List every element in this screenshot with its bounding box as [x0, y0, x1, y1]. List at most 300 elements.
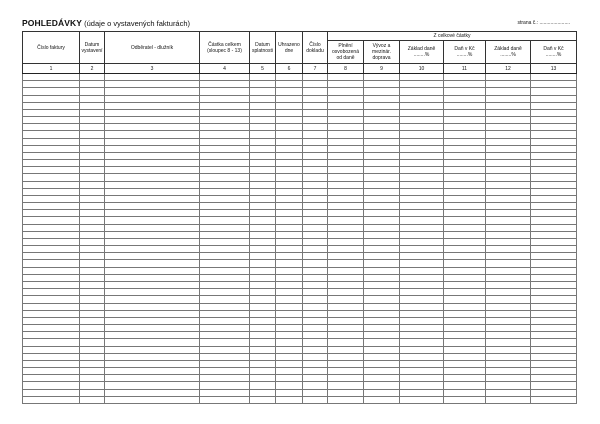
- table-cell[interactable]: [276, 145, 303, 152]
- table-cell[interactable]: [80, 102, 105, 109]
- table-cell[interactable]: [23, 267, 80, 274]
- table-cell[interactable]: [486, 382, 531, 389]
- table-cell[interactable]: [444, 224, 486, 231]
- table-cell[interactable]: [328, 152, 364, 159]
- table-cell[interactable]: [328, 389, 364, 396]
- table-cell[interactable]: [80, 181, 105, 188]
- table-cell[interactable]: [486, 124, 531, 131]
- table-cell[interactable]: [276, 74, 303, 81]
- table-cell[interactable]: [364, 238, 400, 245]
- table-cell[interactable]: [444, 188, 486, 195]
- table-cell[interactable]: [364, 396, 400, 403]
- table-cell[interactable]: [80, 353, 105, 360]
- table-cell[interactable]: [276, 260, 303, 267]
- table-cell[interactable]: [303, 289, 328, 296]
- table-cell[interactable]: [486, 74, 531, 81]
- table-cell[interactable]: [400, 88, 444, 95]
- table-cell[interactable]: [400, 203, 444, 210]
- table-cell[interactable]: [23, 217, 80, 224]
- table-cell[interactable]: [400, 160, 444, 167]
- table-cell[interactable]: [303, 396, 328, 403]
- table-cell[interactable]: [23, 160, 80, 167]
- table-cell[interactable]: [328, 224, 364, 231]
- table-cell[interactable]: [105, 389, 200, 396]
- table-cell[interactable]: [250, 217, 276, 224]
- table-cell[interactable]: [364, 188, 400, 195]
- table-cell[interactable]: [486, 117, 531, 124]
- table-cell[interactable]: [80, 188, 105, 195]
- table-cell[interactable]: [486, 174, 531, 181]
- table-cell[interactable]: [303, 210, 328, 217]
- table-cell[interactable]: [80, 382, 105, 389]
- table-cell[interactable]: [303, 339, 328, 346]
- table-cell[interactable]: [486, 217, 531, 224]
- table-cell[interactable]: [303, 317, 328, 324]
- table-cell[interactable]: [105, 102, 200, 109]
- table-cell[interactable]: [80, 332, 105, 339]
- table-cell[interactable]: [444, 181, 486, 188]
- table-cell[interactable]: [486, 160, 531, 167]
- table-cell[interactable]: [250, 160, 276, 167]
- table-cell[interactable]: [250, 167, 276, 174]
- table-cell[interactable]: [531, 253, 577, 260]
- table-cell[interactable]: [105, 174, 200, 181]
- table-cell[interactable]: [200, 346, 250, 353]
- table-cell[interactable]: [276, 117, 303, 124]
- table-cell[interactable]: [276, 317, 303, 324]
- table-cell[interactable]: [486, 95, 531, 102]
- table-cell[interactable]: [105, 217, 200, 224]
- table-cell[interactable]: [486, 102, 531, 109]
- table-cell[interactable]: [531, 317, 577, 324]
- table-cell[interactable]: [328, 246, 364, 253]
- table-cell[interactable]: [23, 382, 80, 389]
- table-cell[interactable]: [303, 346, 328, 353]
- table-cell[interactable]: [486, 368, 531, 375]
- table-cell[interactable]: [303, 296, 328, 303]
- table-cell[interactable]: [303, 95, 328, 102]
- table-cell[interactable]: [23, 224, 80, 231]
- table-cell[interactable]: [250, 102, 276, 109]
- table-cell[interactable]: [80, 346, 105, 353]
- table-cell[interactable]: [250, 310, 276, 317]
- table-cell[interactable]: [486, 289, 531, 296]
- table-cell[interactable]: [276, 238, 303, 245]
- table-cell[interactable]: [444, 238, 486, 245]
- table-cell[interactable]: [444, 253, 486, 260]
- table-cell[interactable]: [328, 174, 364, 181]
- table-cell[interactable]: [250, 203, 276, 210]
- table-cell[interactable]: [328, 167, 364, 174]
- table-cell[interactable]: [250, 188, 276, 195]
- table-cell[interactable]: [531, 281, 577, 288]
- table-cell[interactable]: [400, 360, 444, 367]
- table-cell[interactable]: [276, 310, 303, 317]
- table-cell[interactable]: [23, 375, 80, 382]
- table-cell[interactable]: [105, 325, 200, 332]
- table-cell[interactable]: [250, 145, 276, 152]
- table-cell[interactable]: [23, 368, 80, 375]
- table-cell[interactable]: [444, 382, 486, 389]
- table-cell[interactable]: [364, 281, 400, 288]
- table-cell[interactable]: [80, 160, 105, 167]
- table-cell[interactable]: [444, 174, 486, 181]
- table-cell[interactable]: [105, 289, 200, 296]
- table-cell[interactable]: [303, 224, 328, 231]
- table-cell[interactable]: [364, 339, 400, 346]
- table-cell[interactable]: [250, 296, 276, 303]
- table-cell[interactable]: [250, 109, 276, 116]
- table-cell[interactable]: [400, 296, 444, 303]
- table-cell[interactable]: [303, 109, 328, 116]
- table-cell[interactable]: [328, 231, 364, 238]
- table-cell[interactable]: [250, 353, 276, 360]
- table-cell[interactable]: [200, 231, 250, 238]
- table-cell[interactable]: [486, 88, 531, 95]
- table-cell[interactable]: [250, 303, 276, 310]
- table-cell[interactable]: [276, 203, 303, 210]
- table-cell[interactable]: [328, 303, 364, 310]
- table-cell[interactable]: [80, 289, 105, 296]
- table-cell[interactable]: [200, 217, 250, 224]
- table-cell[interactable]: [444, 360, 486, 367]
- table-cell[interactable]: [364, 332, 400, 339]
- table-cell[interactable]: [364, 174, 400, 181]
- table-cell[interactable]: [531, 188, 577, 195]
- table-cell[interactable]: [444, 81, 486, 88]
- table-cell[interactable]: [400, 325, 444, 332]
- table-cell[interactable]: [328, 296, 364, 303]
- table-cell[interactable]: [531, 102, 577, 109]
- table-cell[interactable]: [276, 174, 303, 181]
- table-cell[interactable]: [444, 368, 486, 375]
- table-cell[interactable]: [80, 281, 105, 288]
- table-cell[interactable]: [200, 274, 250, 281]
- table-cell[interactable]: [200, 260, 250, 267]
- table-cell[interactable]: [80, 109, 105, 116]
- table-cell[interactable]: [303, 145, 328, 152]
- table-cell[interactable]: [486, 224, 531, 231]
- table-cell[interactable]: [531, 109, 577, 116]
- table-cell[interactable]: [531, 167, 577, 174]
- table-cell[interactable]: [200, 296, 250, 303]
- table-cell[interactable]: [444, 325, 486, 332]
- table-cell[interactable]: [486, 181, 531, 188]
- table-cell[interactable]: [364, 346, 400, 353]
- table-cell[interactable]: [23, 332, 80, 339]
- table-cell[interactable]: [444, 346, 486, 353]
- table-cell[interactable]: [486, 303, 531, 310]
- table-cell[interactable]: [105, 353, 200, 360]
- table-cell[interactable]: [400, 389, 444, 396]
- table-cell[interactable]: [400, 81, 444, 88]
- table-cell[interactable]: [23, 152, 80, 159]
- table-cell[interactable]: [250, 382, 276, 389]
- table-cell[interactable]: [531, 375, 577, 382]
- table-cell[interactable]: [250, 152, 276, 159]
- table-cell[interactable]: [400, 368, 444, 375]
- table-cell[interactable]: [328, 396, 364, 403]
- table-cell[interactable]: [105, 332, 200, 339]
- table-cell[interactable]: [486, 145, 531, 152]
- table-cell[interactable]: [444, 203, 486, 210]
- table-cell[interactable]: [303, 152, 328, 159]
- table-cell[interactable]: [303, 138, 328, 145]
- table-cell[interactable]: [486, 210, 531, 217]
- table-cell[interactable]: [444, 131, 486, 138]
- table-cell[interactable]: [200, 317, 250, 324]
- table-cell[interactable]: [444, 88, 486, 95]
- table-cell[interactable]: [250, 246, 276, 253]
- table-cell[interactable]: [23, 325, 80, 332]
- table-cell[interactable]: [200, 368, 250, 375]
- table-cell[interactable]: [23, 102, 80, 109]
- table-cell[interactable]: [105, 131, 200, 138]
- table-cell[interactable]: [276, 274, 303, 281]
- table-cell[interactable]: [80, 317, 105, 324]
- table-cell[interactable]: [276, 109, 303, 116]
- table-cell[interactable]: [200, 145, 250, 152]
- table-cell[interactable]: [364, 360, 400, 367]
- table-cell[interactable]: [486, 81, 531, 88]
- table-cell[interactable]: [200, 310, 250, 317]
- table-cell[interactable]: [328, 102, 364, 109]
- table-cell[interactable]: [200, 203, 250, 210]
- table-cell[interactable]: [105, 274, 200, 281]
- table-cell[interactable]: [531, 124, 577, 131]
- table-cell[interactable]: [400, 210, 444, 217]
- table-cell[interactable]: [23, 131, 80, 138]
- table-cell[interactable]: [328, 274, 364, 281]
- table-cell[interactable]: [23, 253, 80, 260]
- table-cell[interactable]: [400, 131, 444, 138]
- table-cell[interactable]: [80, 325, 105, 332]
- table-cell[interactable]: [250, 389, 276, 396]
- table-cell[interactable]: [105, 145, 200, 152]
- table-cell[interactable]: [328, 238, 364, 245]
- table-cell[interactable]: [200, 81, 250, 88]
- table-cell[interactable]: [200, 238, 250, 245]
- table-cell[interactable]: [23, 389, 80, 396]
- table-cell[interactable]: [364, 117, 400, 124]
- table-cell[interactable]: [23, 174, 80, 181]
- table-cell[interactable]: [328, 353, 364, 360]
- table-cell[interactable]: [531, 267, 577, 274]
- table-cell[interactable]: [486, 253, 531, 260]
- table-cell[interactable]: [250, 281, 276, 288]
- table-cell[interactable]: [105, 167, 200, 174]
- table-cell[interactable]: [400, 224, 444, 231]
- table-cell[interactable]: [23, 109, 80, 116]
- table-cell[interactable]: [23, 117, 80, 124]
- table-cell[interactable]: [328, 310, 364, 317]
- table-cell[interactable]: [23, 181, 80, 188]
- table-cell[interactable]: [364, 368, 400, 375]
- table-cell[interactable]: [80, 368, 105, 375]
- table-cell[interactable]: [105, 138, 200, 145]
- table-cell[interactable]: [486, 339, 531, 346]
- table-cell[interactable]: [276, 353, 303, 360]
- table-cell[interactable]: [105, 375, 200, 382]
- table-cell[interactable]: [444, 389, 486, 396]
- table-cell[interactable]: [250, 88, 276, 95]
- table-cell[interactable]: [80, 174, 105, 181]
- table-cell[interactable]: [400, 95, 444, 102]
- table-cell[interactable]: [105, 231, 200, 238]
- table-cell[interactable]: [444, 332, 486, 339]
- table-cell[interactable]: [105, 253, 200, 260]
- table-cell[interactable]: [328, 346, 364, 353]
- table-cell[interactable]: [80, 253, 105, 260]
- table-cell[interactable]: [364, 95, 400, 102]
- table-cell[interactable]: [364, 217, 400, 224]
- table-cell[interactable]: [328, 131, 364, 138]
- table-cell[interactable]: [303, 102, 328, 109]
- table-cell[interactable]: [328, 339, 364, 346]
- table-cell[interactable]: [80, 339, 105, 346]
- table-cell[interactable]: [250, 274, 276, 281]
- table-cell[interactable]: [200, 124, 250, 131]
- table-cell[interactable]: [105, 88, 200, 95]
- table-cell[interactable]: [23, 303, 80, 310]
- table-cell[interactable]: [80, 260, 105, 267]
- table-cell[interactable]: [531, 152, 577, 159]
- table-cell[interactable]: [250, 117, 276, 124]
- table-cell[interactable]: [105, 152, 200, 159]
- table-cell[interactable]: [276, 224, 303, 231]
- table-cell[interactable]: [200, 332, 250, 339]
- table-cell[interactable]: [400, 167, 444, 174]
- table-cell[interactable]: [80, 88, 105, 95]
- table-cell[interactable]: [200, 360, 250, 367]
- table-cell[interactable]: [80, 74, 105, 81]
- table-cell[interactable]: [531, 195, 577, 202]
- table-cell[interactable]: [105, 95, 200, 102]
- table-cell[interactable]: [105, 310, 200, 317]
- table-cell[interactable]: [400, 260, 444, 267]
- table-cell[interactable]: [250, 138, 276, 145]
- table-cell[interactable]: [250, 131, 276, 138]
- table-cell[interactable]: [276, 160, 303, 167]
- table-cell[interactable]: [303, 353, 328, 360]
- table-cell[interactable]: [276, 124, 303, 131]
- table-cell[interactable]: [200, 210, 250, 217]
- table-cell[interactable]: [23, 317, 80, 324]
- table-cell[interactable]: [200, 109, 250, 116]
- table-cell[interactable]: [105, 296, 200, 303]
- table-cell[interactable]: [105, 339, 200, 346]
- table-cell[interactable]: [276, 188, 303, 195]
- table-cell[interactable]: [200, 325, 250, 332]
- table-cell[interactable]: [105, 160, 200, 167]
- table-cell[interactable]: [364, 289, 400, 296]
- table-cell[interactable]: [276, 231, 303, 238]
- table-cell[interactable]: [486, 389, 531, 396]
- table-cell[interactable]: [444, 102, 486, 109]
- table-cell[interactable]: [531, 389, 577, 396]
- table-cell[interactable]: [400, 382, 444, 389]
- table-cell[interactable]: [400, 281, 444, 288]
- table-cell[interactable]: [303, 188, 328, 195]
- table-cell[interactable]: [444, 274, 486, 281]
- table-cell[interactable]: [486, 260, 531, 267]
- table-cell[interactable]: [364, 267, 400, 274]
- table-cell[interactable]: [250, 124, 276, 131]
- table-cell[interactable]: [250, 231, 276, 238]
- table-cell[interactable]: [486, 346, 531, 353]
- table-cell[interactable]: [444, 375, 486, 382]
- table-cell[interactable]: [200, 88, 250, 95]
- table-cell[interactable]: [276, 296, 303, 303]
- table-cell[interactable]: [250, 346, 276, 353]
- table-cell[interactable]: [486, 167, 531, 174]
- table-cell[interactable]: [486, 131, 531, 138]
- table-cell[interactable]: [328, 317, 364, 324]
- table-cell[interactable]: [444, 152, 486, 159]
- table-cell[interactable]: [105, 224, 200, 231]
- table-cell[interactable]: [486, 310, 531, 317]
- table-cell[interactable]: [444, 296, 486, 303]
- table-cell[interactable]: [444, 267, 486, 274]
- table-cell[interactable]: [23, 88, 80, 95]
- table-cell[interactable]: [303, 203, 328, 210]
- table-cell[interactable]: [200, 281, 250, 288]
- table-cell[interactable]: [531, 231, 577, 238]
- table-cell[interactable]: [328, 95, 364, 102]
- table-cell[interactable]: [105, 210, 200, 217]
- table-cell[interactable]: [200, 389, 250, 396]
- table-cell[interactable]: [200, 95, 250, 102]
- table-cell[interactable]: [250, 74, 276, 81]
- table-cell[interactable]: [531, 368, 577, 375]
- table-cell[interactable]: [303, 167, 328, 174]
- table-cell[interactable]: [400, 117, 444, 124]
- table-cell[interactable]: [200, 195, 250, 202]
- table-cell[interactable]: [486, 360, 531, 367]
- table-cell[interactable]: [303, 360, 328, 367]
- table-cell[interactable]: [250, 95, 276, 102]
- table-cell[interactable]: [400, 74, 444, 81]
- table-cell[interactable]: [250, 360, 276, 367]
- table-cell[interactable]: [303, 274, 328, 281]
- table-cell[interactable]: [23, 246, 80, 253]
- table-cell[interactable]: [80, 217, 105, 224]
- table-cell[interactable]: [80, 145, 105, 152]
- table-cell[interactable]: [303, 253, 328, 260]
- table-cell[interactable]: [276, 246, 303, 253]
- table-cell[interactable]: [531, 131, 577, 138]
- table-cell[interactable]: [328, 281, 364, 288]
- table-cell[interactable]: [200, 181, 250, 188]
- table-cell[interactable]: [276, 217, 303, 224]
- table-cell[interactable]: [80, 274, 105, 281]
- table-cell[interactable]: [531, 325, 577, 332]
- table-cell[interactable]: [364, 224, 400, 231]
- table-cell[interactable]: [444, 396, 486, 403]
- table-cell[interactable]: [531, 95, 577, 102]
- table-cell[interactable]: [80, 310, 105, 317]
- table-cell[interactable]: [250, 224, 276, 231]
- table-cell[interactable]: [276, 138, 303, 145]
- table-cell[interactable]: [105, 124, 200, 131]
- table-cell[interactable]: [531, 246, 577, 253]
- table-cell[interactable]: [303, 181, 328, 188]
- table-cell[interactable]: [400, 231, 444, 238]
- table-cell[interactable]: [531, 260, 577, 267]
- table-cell[interactable]: [105, 81, 200, 88]
- table-cell[interactable]: [328, 332, 364, 339]
- table-cell[interactable]: [23, 138, 80, 145]
